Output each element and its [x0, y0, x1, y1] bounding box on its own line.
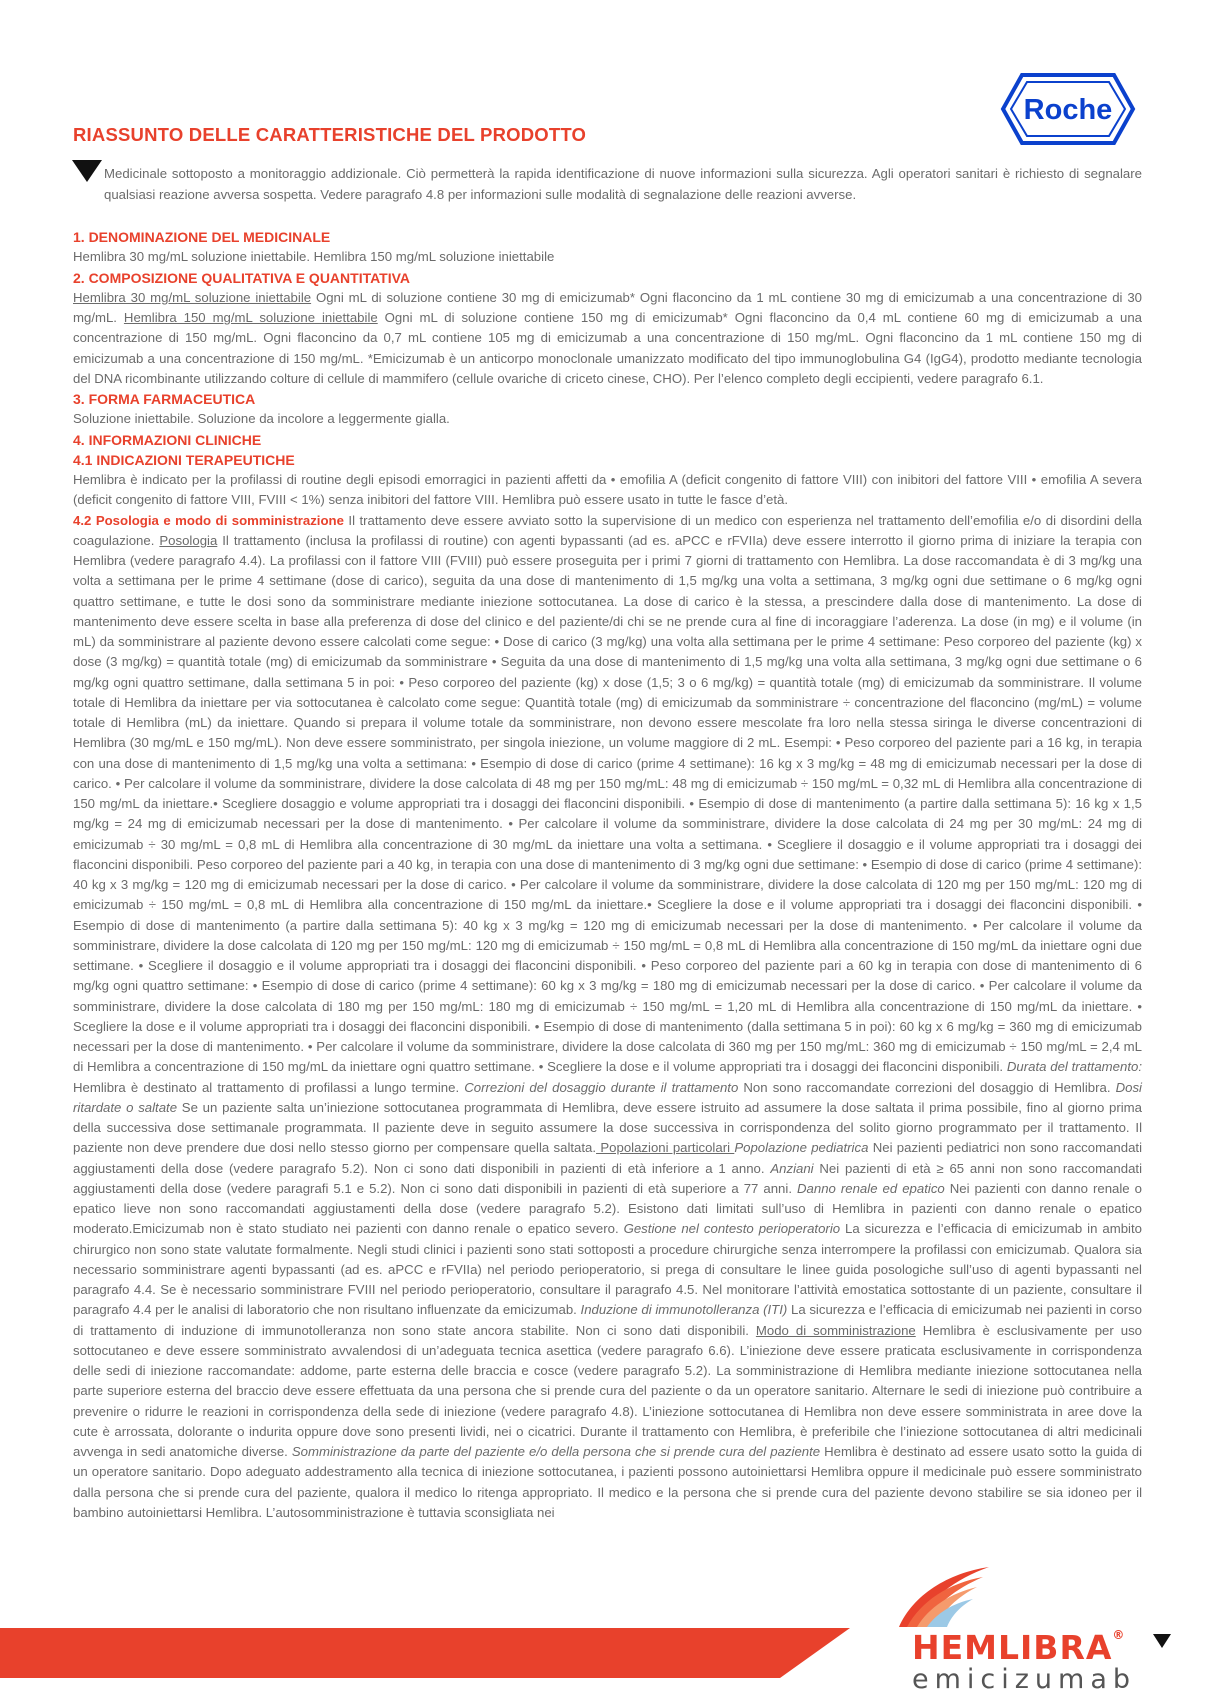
roche-logo: [1000, 72, 1136, 146]
section-2-heading: 2. COMPOSIZIONE QUALITATIVA E QUANTITATIVA: [73, 269, 411, 286]
brand-subtitle: emicizumab: [912, 1664, 1137, 1695]
autosomministrazione-label: Somministrazione da parte del paziente e/o della persona che si prende cura del paziente: [291, 1444, 821, 1459]
brand-triangle-icon: [1153, 1634, 1171, 1648]
pediatrica-label: Popolazione pediatrica: [734, 1140, 869, 1156]
roche-logo-text: Roche: [1023, 94, 1113, 126]
section-2-text: Hemlibra 30 mg/mL soluzione iniettabile Ogni mL di soluzione contiene 30 mg di emicizumab* Ogni flaconcino da 1 mL contiene 30 mg di emicizumab a una concentrazione di 30 mg/mL. Hemlibra 150 mg/mL soluzione iniettabile Ogni mL di soluzione contiene 150 mg di emicizumab* Ogni flaconcino da 0,4 mL contiene 60 mg di emicizumab a una concentrazione di 150 mg/mL. Ogni flaconcino da 0,7 mL contiene 105 mg di emicizumab a una concentrazione di 150 mg/mL. Ogni flaconcino da 1 mL contiene 150 mg di emicizumab a una concentrazione di 150 mg/mL. *Emicizumab è un anticorpo monoclonale umanizzato modificato del tipo immunoglobulina G4 (IgG4), prodotto mediante tecnologia del DNA ricombinante utilizzando colture di cellule di mammifero (cellule ovariche di criceto cinese, CHO). Per l’elenco completo degli eccipienti, vedere paragrafo 6.1.: [73, 289, 1143, 386]
footer-band: [0, 1628, 850, 1678]
modo-label: Modo di somministrazione: [755, 1322, 916, 1338]
document-body: [73, 227, 1142, 1523]
section-4-2-text: 4.2 Posologia e modo di somministrazione Il trattamento deve essere avviato sotto la supervisione di un medico con esperienza nel trattamento dell’emofilia e/o di disordini della coagulazione. Posologia Il trattamento (inclusa la profilassi di routine) con agenti bypassanti (ad es. aPCC e rFVIIa) deve essere interrotto il giorno prima di iniziare la terapia con Hemlibra (vedere paragrafo 4.4). La profilassi con il fattore VIII (FVIII) può essere proseguita per i primi 7 giorni di trattamento con Hemlibra. La dose raccomandata è di 3 mg/kg una volta a settimana per le prime 4 settimane (dose di carico), seguita da una dose di mantenimento di 1,5 mg/kg una volta a settimana, 3 mg/kg ogni due settimane o 6 mg/kg ogni quattro settimane, e tutte le dosi sono da somministrare mediante iniezione sottocutanea. La dose di carico è la stessa, a prescindere dalla dose di mantenimento. La dose di mantenimento deve essere scelta in base alla preferenza di dose del clinico e del paziente/di chi se ne prende cura al fine di incoraggiare l’aderenza. La dose (in mg) e il volume (in mL) da somministrare al paziente devono essere calcolati come segue: • Dose di carico (3 mg/kg) una volta alla settimana per le prime 4 settimane: Peso corporeo del paziente (kg) x dose (3 mg/kg) = quantità totale (mg) di emicizumab da somministrare • Seguita da una dose di mantenimento di 1,5 mg/kg una volta alla settimana, 3 mg/kg ogni due settimane o 6 mg/kg ogni quattro settimane, dalla settimana 5 in poi: • Peso corporeo del paziente (kg) x dose (1,5; 3 o 6 mg/kg) = quantità totale (mg) di emicizumab da somministrare. Il volume totale di Hemlibra da iniettare per via sottocutanea è calcolato come segue: Quantità totale (mg) di emicizumab da somministrare ÷ concentrazione del flaconcino (mg/mL) = volume totale di Hemlibra (mL) da iniettare. Quando si prepara il volume totale da somministrare, non devono essere mescolate fra loro nella stessa siringa le diverse concentrazioni di Hemlibra (30 mg/mL e 150 mg/mL). Non deve essere somministrato, per singola iniezione, un volume maggiore di 2 mL. Esempi: • Peso corporeo del paziente pari a 16 kg, in terapia con una dose di mantenimento di 1,5 mg/kg una volta a settimana: • Esempio di dose di carico (prime 4 settimane): 16 kg x 3 mg/kg = 48 mg di emicizumab necessari per la dose di carico. • Per calcolare il volume da somministrare, dividere la dose calcolata di 48 mg per 150 mg/mL: 48 mg di emicizumab ÷ 150 mg/mL = 0,32 mL di Hemlibra alla concentrazione di 150 mg/mL da iniettare.• Scegliere dosaggio e volume appropriati tra i dosaggi dei flaconcini disponibili. • Esempio di dose di mantenimento (a partire dalla settimana 5): 16 kg x 1,5 mg/kg = 24 mg di emicizumab necessari per la dose di mantenimento. • Per calcolare il volume da somministrare, dividere la dose calcolata di 24 mg per 30 mg/mL: 24 mg di emicizumab ÷ 30 mg/mL = 0,8 mL di Hemlibra alla concentrazione di 30 mg/mL da iniettare una volta a settimana. • Scegliere il dosaggio e il volume appropriati tra i dosaggi dei flaconcini disponibili. Peso corporeo del paziente pari a 40 kg, in terapia con una dose di mantenimento di 3 mg/kg ogni due settimane: • Esempio di dose di carico (prime 4 settimane): 40 kg x 3 mg/kg = 120 mg di emicizumab necessari per la dose di carico. • Per calcolare il volume da somministrare, dividere la dose calcolata di 120 mg per 150 mg/mL: 120 mg di emicizumab ÷ 150 mg/mL = 0,8 mL di Hemlibra alla concentrazione di 150 mg/mL da iniettare.• Scegliere la dose e il volume appropriati tra i dosaggi dei flaconcini disponibili. • Esempio di dose di mantenimento (a partire dalla settimana 5): 40 kg x 3 mg/kg = 120 mg di emicizumab necessari per la dose di mantenimento. • Per calcolare il volume da somministrare, dividere la dose calcolata di 120 mg per 150 mg/mL: 120 mg di emicizumab ÷ 150 mg/mL = 0,8 mL di Hemlibra alla concentrazione di 150 mg/mL da iniettare ogni due settimane. • Scegliere il dosaggio e il volume appropriati tra i dosaggi dei flaconcini disponibili. • Peso corporeo del paziente pari a 60 kg in terapia con dose di mantenimento di 6 mg/kg ogni quattro settimane: • Esempio di dose di carico (prime 4 settimane): 60 kg x 3 mg/kg = 180 mg di emicizumab necessari per la dose di carico. • Per calcolare il volume da somministrare, dividere la dose calcolata di 180 mg per 150 mg/mL: 180 mg di emicizumab ÷ 150 mg/mL = 1,20 mL di Hemlibra alla concentrazione di 150 mg/mL da iniettare. • Scegliere la dose e il volume appropriati tra i dosaggi dei flaconcini disponibili. • Esempio di dose di mantenimento (dalla settimana 5 in poi): 60 kg x 6 mg/kg = 360 mg di emicizumab necessari per la dose di mantenimento. • Per calcolare il volume da somministrare, dividere la dose calcolata di 360 mg per 150 mg/mL: 360 mg di emicizumab ÷ 150 mg/mL = 2,4 mL di Hemlibra a concentrazione di 150 mg/mL da iniettare ogni quattro settimane. • Scegliere la dose e il volume appropriati tra i dosaggi dei flaconcini disponibili. Durata del trattamento: Hemlibra è destinato al trattamento di profilassi a lungo termine. Correzioni del dosaggio durante il trattamento Non sono raccomandate correzioni del dosaggio di Hemlibra. Dosi ritardate o saltate Se un paziente salta un’iniezione sottocutanea programmata di Hemlibra, deve essere istruito ad assumere la dose saltata il prima possibile, fino al giorno prima della successiva dose settimanale programmata. Il paziente deve in seguito assumere la dose successiva in corrispondenza del solito giorno programmato per il trattamento. Il paziente non deve prendere due dosi nello stesso giorno per compensare quella saltata. Popolazioni particolari Popolazione pediatrica Nei pazienti pediatrici non sono raccomandati aggiustamenti della dose (vedere paragrafo 5.2). Non ci sono dati disponibili in pazienti di età inferiore a 1 anno. Anziani Nei pazienti di età ≥ 65 anni non sono raccomandati aggiustamenti della dose (vedere paragrafi 5.1 e 5.2). Non ci sono dati disponibili in pazienti di età superiore a 77 anni. Danno renale ed epatico Nei pazienti con danno renale o epatico lieve non sono raccomandati aggiustamenti della dose (vedere paragrafo 5.2). Esistono dati limitati sull’uso di Hemlibra in pazienti con danno renale o epatico moderato.Emicizumab non è stato studiato nei pazienti con danno renale o epatico severo. Gestione nel contesto perioperatorio La sicurezza e l’efficacia di emicizumab in ambito chirurgico non sono state valutate formalmente. Negli studi clinici i pazienti sono stati sottoposti a procedure chirurgiche senza interrompere la profilassi con emicizumab. Qualora sia necessario somministrare agenti bypassanti (ad es. aPCC e rFVIIa) nel periodo perioperatorio, si prega di consultare le linee guida posologiche sull’uso di agenti bypassanti nel paragrafo 4.4. Se è necessario somministrare FVIII nel periodo perioperatorio, consultare il paragrafo 4.5. Nel monitorare l’attività emostatica sottostante di un paziente, consultare il paragrafo 4.4 per le analisi di laboratorio che non risultano influenzate da emicizumab. Induzione di immunotolleranza (ITI) La sicurezza e l’efficacia di emicizumab nei pazienti in corso di trattamento di induzione di immunotolleranza non sono state ancora stabilite. Non ci sono dati disponibili. Modo di somministrazione Hemlibra è esclusivamente per uso sottocutaneo e deve essere somministrato avvalendosi di un’adeguata tecnica asettica (vedere paragrafo 6.6). L’iniezione deve essere praticata esclusivamente in corrispondenza delle sedi di iniezione raccomandate: addome, parte esterna delle braccia e cosce (vedere paragrafo 5.2). La somministrazione di Hemlibra mediante iniezione sottocutanea nella parte superiore esterna del braccio deve essere effettuata da una persona che si prende cura del paziente o da un operatore sanitario. Alternare le sedi di iniezione può contribuire a prevenire o ridurre le reazioni in corrispondenza della sede di iniezione (vedere paragrafo 4.8). L’iniezione sottocutanea di Hemlibra non deve essere somministrata in aree dove la cute è arrossata, dolorante o indurita oppure dove sono presenti lividi, nei o cicatrici. Durante il trattamento con Hemlibra, è preferibile che l’iniezione sottocutanea di altri medicinali avvenga in sedi anatomiche diverse. Somministrazione da parte del paziente e/o della persona che si prende cura del paziente Hemlibra è destinato ad essere usato sotto la guida di un operatore sanitario. Dopo adeguato addestramento alla tecnica di iniezione sottocutanea, i pazienti possono autoiniettarsi Hemlibra oppure il medicinale può essere somministrato dalla persona che si prende cura del paziente, qualora il medico lo ritenga appropriato. Il medico e la persona che si prende cura del paziente devono stabilire se sia idoneo per il bambino autoiniettarsi Hemlibra. L’autosomministrazione è tuttavia sconsigliata nei: [73, 512, 1143, 1520]
durata-label: Durata del trattamento:: [1006, 1059, 1142, 1075]
section-4-1-text: Hemlibra è indicato per la profilassi di routine degli episodi emorragici in pazienti affetti da • emofilia A (deficit congenito di fattore VIII) con inibitori del fattore VIII • emofilia A severa (deficit congenito di fattore VIII, FVIII < 1%) senza inibitori del fattore VIII. Hemlibra può essere usato in tutte le fasce d’età.: [73, 472, 1142, 508]
section-4-2-heading: 4.2 Posologia e modo di somministrazione: [73, 512, 344, 528]
brand-name: HEMLIBRA®: [912, 1628, 1126, 1667]
registered-mark: ®: [1112, 1628, 1126, 1642]
induzione-label: Induzione di immunotolleranza (ITI): [580, 1302, 788, 1318]
section-1-text: Hemlibra 30 mg/mL soluzione iniettabile. Hemlibra 150 mg/mL soluzione iniettabile: [73, 249, 555, 265]
section-4-heading: 4. INFORMAZIONI CLINICHE: [73, 431, 262, 448]
section-1-heading: 1. DENOMINAZIONE DEL MEDICINALE: [73, 229, 331, 245]
document-title: RIASSUNTO DELLE CARATTERISTICHE DEL PRODOTTO: [73, 124, 587, 145]
black-triangle-icon: [72, 160, 102, 182]
popolazioni-label: Popolazioni particolari: [596, 1140, 735, 1156]
product-150-label: Hemlibra 150 mg/mL soluzione iniettabile: [123, 310, 378, 325]
section-3-text: Soluzione iniettabile. Soluzione da incolore a leggermente gialla.: [73, 411, 450, 427]
monitoring-notice: Medicinale sottoposto a monitoraggio addizionale. Ciò permetterà la rapida identificazione di nuove informazioni sulla sicurezza. Agli operatori sanitari è richiesto di segnalare qualsiasi reazione avversa sospetta. Vedere paragrafo 4.8 per informazioni sulle modalità di segnalazione delle reazioni avverse.: [104, 166, 1142, 202]
dosi-ritardate-label: Dosi ritardate o saltate: [73, 1079, 1142, 1115]
hemlibra-wing-icon: [893, 1565, 993, 1631]
section-3-heading: 3. FORMA FARMACEUTICA: [73, 391, 256, 407]
product-30-label: Hemlibra 30 mg/mL soluzione iniettabile: [73, 289, 312, 305]
danno-label: Danno renale ed epatico: [797, 1180, 945, 1196]
posologia-label: Posologia: [159, 532, 218, 548]
anziani-label: Anziani: [770, 1160, 814, 1176]
section-4-1-heading: 4.1 INDICAZIONI TERAPEUTICHE: [73, 451, 295, 468]
gestione-label: Gestione nel contesto perioperatorio: [623, 1221, 841, 1237]
correzioni-label: Correzioni del dosaggio durante il trattamento: [464, 1079, 739, 1095]
